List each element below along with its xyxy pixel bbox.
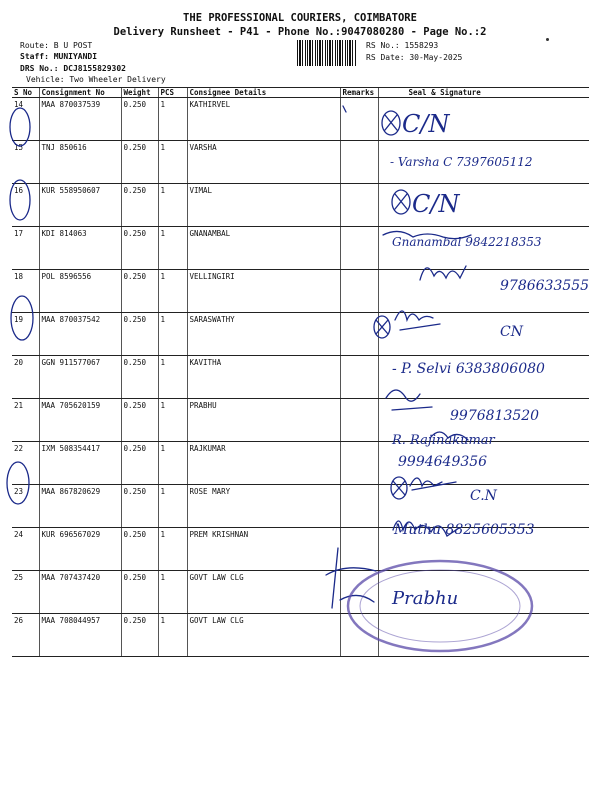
sno-cell: 25 bbox=[12, 571, 39, 614]
signature-cell bbox=[378, 528, 589, 571]
pcs-cell: 1 bbox=[158, 141, 187, 184]
consignment-cell: POL 8596556 bbox=[39, 270, 121, 313]
table-row bbox=[12, 98, 589, 141]
sno-cell: 21 bbox=[12, 399, 39, 442]
consignee-cell: VELLINGIRI bbox=[187, 270, 340, 313]
pcs-cell: 1 bbox=[158, 98, 187, 141]
table-row bbox=[12, 528, 589, 571]
pcs-cell: 1 bbox=[158, 270, 187, 313]
route-label: Route: B U POST bbox=[20, 41, 93, 50]
table-row bbox=[12, 442, 589, 485]
consignee-cell: GOVT LAW CLG bbox=[187, 571, 340, 614]
sno-cell: 18 bbox=[12, 270, 39, 313]
rs-number: RS No.: 1558293 bbox=[366, 41, 439, 50]
signature-cell bbox=[378, 614, 589, 657]
table-row bbox=[12, 399, 589, 442]
table-row bbox=[12, 184, 589, 227]
weight-cell: 0.250 bbox=[121, 571, 158, 614]
signature-cell bbox=[378, 184, 589, 227]
signature-cell bbox=[378, 98, 589, 141]
consignee-cell: ROSE MARY bbox=[187, 485, 340, 528]
weight-cell: 0.250 bbox=[121, 399, 158, 442]
hw-row-16: C/N bbox=[412, 190, 460, 218]
pcs-cell: 1 bbox=[158, 313, 187, 356]
staff-label: Staff: MUNIYANDI bbox=[20, 52, 98, 61]
weight-cell: 0.250 bbox=[121, 356, 158, 399]
hw-row-19: CN bbox=[500, 324, 523, 340]
hw-row-20: - P. Selvi 6383806080 bbox=[392, 361, 545, 377]
sno-cell: 22 bbox=[12, 442, 39, 485]
consignee-cell: PRABHU bbox=[187, 399, 340, 442]
runsheet-subtitle: Delivery Runsheet - P41 - Phone No.:9047080280 - Page No.:2 bbox=[113, 26, 487, 38]
sno-cell: 15 bbox=[12, 141, 39, 184]
consignment-cell: MAA 708044957 bbox=[39, 614, 121, 657]
hw-row-17: Gnanambal 9842218353 bbox=[392, 235, 542, 249]
company-title: THE PROFESSIONAL COURIERS, COIMBATORE bbox=[183, 12, 417, 24]
barcode bbox=[297, 40, 357, 66]
remarks-cell bbox=[340, 227, 378, 270]
weight-cell: 0.250 bbox=[121, 313, 158, 356]
pcs-cell: 1 bbox=[158, 485, 187, 528]
sno-cell: 26 bbox=[12, 614, 39, 657]
signature-cell bbox=[378, 227, 589, 270]
consignment-cell: KDI 814063 bbox=[39, 227, 121, 270]
hw-row-18: 9786633555 bbox=[500, 278, 590, 294]
hw-row-26: Prabhu bbox=[392, 588, 459, 609]
table-row bbox=[12, 270, 589, 313]
col-sno: S No bbox=[12, 88, 39, 98]
table-row bbox=[12, 485, 589, 528]
remarks-cell bbox=[340, 356, 378, 399]
weight-cell: 0.250 bbox=[121, 614, 158, 657]
consignment-cell: KUR 696567029 bbox=[39, 528, 121, 571]
table-row bbox=[12, 614, 589, 657]
signature-cell bbox=[378, 442, 589, 485]
remarks-cell bbox=[340, 313, 378, 356]
hw-row-15: - Varsha C 7397605112 bbox=[390, 155, 533, 169]
consignee-cell: SARASWATHY bbox=[187, 313, 340, 356]
remarks-cell bbox=[340, 528, 378, 571]
weight-cell: 0.250 bbox=[121, 141, 158, 184]
remarks-cell bbox=[340, 98, 378, 141]
pcs-cell: 1 bbox=[158, 528, 187, 571]
hw-row-24: Muthu 8825605353 bbox=[394, 522, 535, 538]
consignment-cell: MAA 867820629 bbox=[39, 485, 121, 528]
weight-cell: 0.250 bbox=[121, 528, 158, 571]
weight-cell: 0.250 bbox=[121, 442, 158, 485]
consignee-cell: PREM KRISHNAN bbox=[187, 528, 340, 571]
vehicle-label: Vehicle: Two Wheeler Delivery bbox=[26, 75, 166, 84]
consignee-cell: VARSHA bbox=[187, 141, 340, 184]
col-consignee: Consignee Details bbox=[187, 88, 340, 98]
weight-cell: 0.250 bbox=[121, 485, 158, 528]
remarks-cell bbox=[340, 399, 378, 442]
col-remarks: Remarks bbox=[340, 88, 378, 98]
pcs-cell: 1 bbox=[158, 571, 187, 614]
rs-date: RS Date: 30-May-2025 bbox=[366, 53, 463, 62]
signature-cell bbox=[378, 485, 589, 528]
consignee-cell: KATHIRVEL bbox=[187, 98, 340, 141]
remarks-cell bbox=[340, 141, 378, 184]
table-row bbox=[12, 571, 589, 614]
sno-cell: 14 bbox=[12, 98, 39, 141]
remarks-cell bbox=[340, 614, 378, 657]
pcs-cell: 1 bbox=[158, 356, 187, 399]
remarks-cell bbox=[340, 270, 378, 313]
consignment-cell: IXM 508354417 bbox=[39, 442, 121, 485]
pcs-cell: 1 bbox=[158, 184, 187, 227]
consignee-cell: VIMAL bbox=[187, 184, 340, 227]
signature-cell bbox=[378, 399, 589, 442]
hw-row-22b: 9994649356 bbox=[398, 454, 488, 470]
signature-cell bbox=[378, 356, 589, 399]
remarks-cell bbox=[340, 485, 378, 528]
sno-cell: 20 bbox=[12, 356, 39, 399]
weight-cell: 0.250 bbox=[121, 270, 158, 313]
table-header-row bbox=[12, 88, 589, 98]
signature-cell bbox=[378, 313, 589, 356]
signature-cell bbox=[378, 571, 589, 614]
weight-cell: 0.250 bbox=[121, 227, 158, 270]
consignee-cell: GOVT LAW CLG bbox=[187, 614, 340, 657]
remarks-cell bbox=[340, 184, 378, 227]
sno-cell: 19 bbox=[12, 313, 39, 356]
drs-number: DRS No.: DCJ8155829302 bbox=[20, 64, 126, 73]
col-weight: Weight bbox=[121, 88, 158, 98]
consignment-cell: MAA 707437420 bbox=[39, 571, 121, 614]
col-consignment: Consignment No bbox=[39, 88, 121, 98]
pcs-cell: 1 bbox=[158, 442, 187, 485]
consignment-cell: KUR 558950607 bbox=[39, 184, 121, 227]
col-signature: Seal & Signature bbox=[378, 88, 589, 98]
remarks-cell bbox=[340, 442, 378, 485]
hw-row-14: C/N bbox=[402, 110, 450, 138]
table-row bbox=[12, 356, 589, 399]
table-row bbox=[12, 227, 589, 270]
sno-cell: 23 bbox=[12, 485, 39, 528]
col-pcs: PCS bbox=[158, 88, 187, 98]
signature-cell bbox=[378, 270, 589, 313]
weight-cell: 0.250 bbox=[121, 98, 158, 141]
consignment-cell: TNJ 850616 bbox=[39, 141, 121, 184]
sno-cell: 17 bbox=[12, 227, 39, 270]
consignee-cell: GNANAMBAL bbox=[187, 227, 340, 270]
sno-cell: 24 bbox=[12, 528, 39, 571]
consignment-cell: GGN 911577067 bbox=[39, 356, 121, 399]
consignment-cell: MAA 870037539 bbox=[39, 98, 121, 141]
hw-row-21: 9976813520 bbox=[450, 408, 540, 424]
table-row bbox=[12, 313, 589, 356]
hw-row-22: R. Rajinakumar bbox=[392, 433, 495, 448]
pcs-cell: 1 bbox=[158, 227, 187, 270]
pcs-cell: 1 bbox=[158, 399, 187, 442]
remarks-cell bbox=[340, 571, 378, 614]
table-row bbox=[12, 141, 589, 184]
weight-cell: 0.250 bbox=[121, 184, 158, 227]
consignment-cell: MAA 870037542 bbox=[39, 313, 121, 356]
consignee-cell: KAVITHA bbox=[187, 356, 340, 399]
consignee-cell: RAJKUMAR bbox=[187, 442, 340, 485]
pcs-cell: 1 bbox=[158, 614, 187, 657]
signature-cell bbox=[378, 141, 589, 184]
hw-row-23: C.N bbox=[470, 488, 497, 504]
sno-cell: 16 bbox=[12, 184, 39, 227]
consignment-cell: MAA 705620159 bbox=[39, 399, 121, 442]
punch-dot bbox=[546, 38, 549, 41]
runsheet-table bbox=[12, 87, 589, 657]
